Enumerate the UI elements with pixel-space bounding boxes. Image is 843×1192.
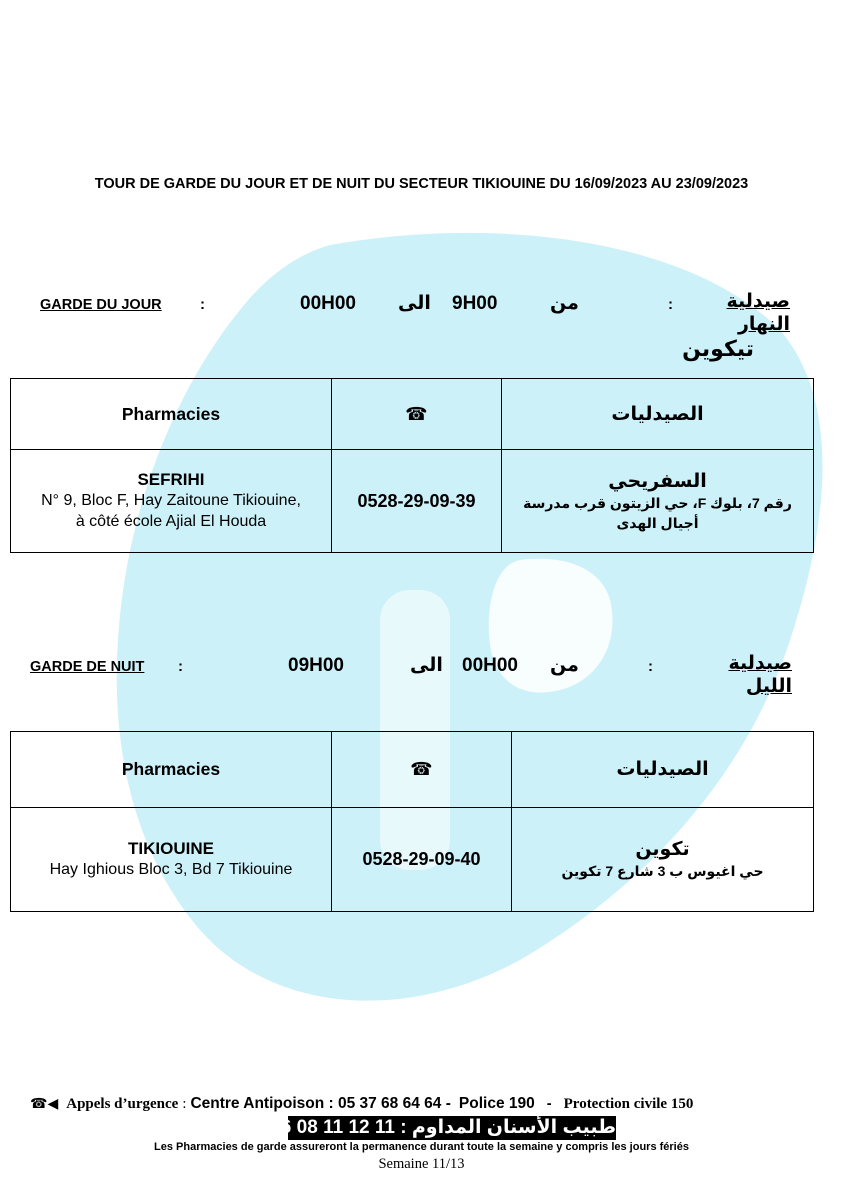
header-pharmacies-ar bbox=[512, 732, 814, 808]
pharmacy-ar-cell bbox=[512, 808, 814, 912]
garde-jour-time-b: 9H00 bbox=[452, 293, 498, 314]
header-pharmacies-ar bbox=[502, 379, 814, 450]
emergency-calls-colon: : bbox=[182, 1096, 187, 1112]
pharmacy-ar-cell bbox=[502, 450, 814, 553]
header-pharmacies bbox=[11, 732, 332, 808]
table-row bbox=[11, 808, 814, 912]
header-pharmacies-ar-label: الصيدليات bbox=[611, 403, 704, 425]
antipoison-number: Centre Antipoison : 05 37 68 64 64 - bbox=[190, 1095, 451, 1112]
pharmacy-address-line-1: N° 9, Bloc F, Hay Zaitoune Tikiouine, bbox=[41, 492, 301, 509]
garde-jour-label: GARDE DU JOUR bbox=[40, 297, 162, 313]
pharmacy-fr-cell bbox=[11, 808, 332, 912]
garde-nuit-min: من bbox=[550, 655, 579, 676]
pharmacy-name-ar: السفريحي bbox=[608, 470, 707, 492]
page-title: TOUR DE GARDE DU JOUR ET DE NUIT DU SECTEUR TIKIOUINE DU 16/09/2023 AU 23/09/2023 bbox=[94, 176, 749, 192]
garde-jour-min: من bbox=[550, 293, 579, 314]
table-row bbox=[11, 450, 814, 553]
garde-jour-city-ar: تيكوين bbox=[682, 336, 754, 361]
night-pharmacy-table bbox=[10, 731, 814, 912]
garde-jour-time-a: 00H00 bbox=[300, 293, 356, 314]
header-phone bbox=[332, 732, 512, 808]
pharmacy-name: SEFRIHI bbox=[137, 470, 205, 489]
garde-jour-ila: الى bbox=[398, 293, 431, 314]
garde-jour-colon-ar: : bbox=[668, 296, 673, 313]
dentist-on-duty-banner: طبيب الأسنان المداوم : 11 12 11 08 06 bbox=[270, 1117, 616, 1138]
pharmacy-address-line-2: à côté école Ajial El Houda bbox=[75, 513, 267, 530]
garde-nuit-time-a: 09H00 bbox=[288, 655, 344, 676]
pharmacy-phone-cell bbox=[332, 808, 512, 912]
pharmacy-fr-cell bbox=[11, 450, 332, 553]
pharmacy-name-ar: تكوين bbox=[635, 839, 690, 860]
garde-jour-label-ar: صيدلية النهار bbox=[726, 291, 790, 335]
header-pharmacies-label: Pharmacies bbox=[121, 403, 221, 424]
garde-jour-colon: : bbox=[200, 296, 205, 313]
protection-civile-number: Protection civile 150 bbox=[563, 1096, 694, 1112]
pharmacy-address-ar: رقم 7، بلوك F، حي الزيتون قرب مدرسة أجيال الهدى bbox=[523, 494, 792, 531]
garde-nuit-label-ar: صيدلية الليل bbox=[728, 653, 792, 697]
header-pharmacies-ar-label: الصيدليات bbox=[616, 759, 709, 780]
header-phone bbox=[332, 379, 502, 450]
header-pharmacies-label: Pharmacies bbox=[121, 759, 221, 779]
table-header-row bbox=[11, 732, 814, 808]
garde-nuit-colon-ar: : bbox=[648, 658, 653, 675]
emergency-calls-label: Appels d’urgence bbox=[66, 1096, 179, 1112]
garde-nuit-colon: : bbox=[178, 658, 183, 675]
pharmacy-phone: 0528-29-09-39 bbox=[357, 490, 476, 511]
week-number: Semaine 11/13 bbox=[378, 1156, 465, 1172]
police-number: Police 190 bbox=[458, 1095, 535, 1112]
weekly-note: Les Pharmacies de garde assureront la permanence durant toute la semaine y compris les jours fériés bbox=[154, 1141, 689, 1153]
footer-dash: - bbox=[546, 1096, 552, 1112]
table-header-row bbox=[11, 379, 814, 450]
pharmacy-phone: 0528-29-09-40 bbox=[362, 849, 481, 869]
garde-nuit-time-b: 00H00 bbox=[462, 655, 518, 676]
day-pharmacy-table bbox=[10, 378, 814, 553]
telephone-icon: ☎ bbox=[405, 403, 428, 424]
garde-nuit-ila: الى bbox=[410, 655, 443, 676]
emergency-calls-line bbox=[30, 1095, 693, 1113]
telephone-icon: ☎ bbox=[410, 759, 433, 779]
pharmacy-phone-cell bbox=[332, 450, 502, 553]
pharmacy-address-ar: حي اغيوس ب 3 شارع 7 تكوين bbox=[561, 863, 764, 879]
garde-nuit-label: GARDE DE NUIT bbox=[30, 659, 145, 675]
emergency-phone-icon: ☎◀ bbox=[30, 1095, 59, 1111]
pharmacy-name: TIKIOUINE bbox=[128, 839, 214, 858]
pharmacy-address-line-1: Hay Ighious Bloc 3, Bd 7 Tikiouine bbox=[49, 861, 293, 878]
header-pharmacies bbox=[11, 379, 332, 450]
